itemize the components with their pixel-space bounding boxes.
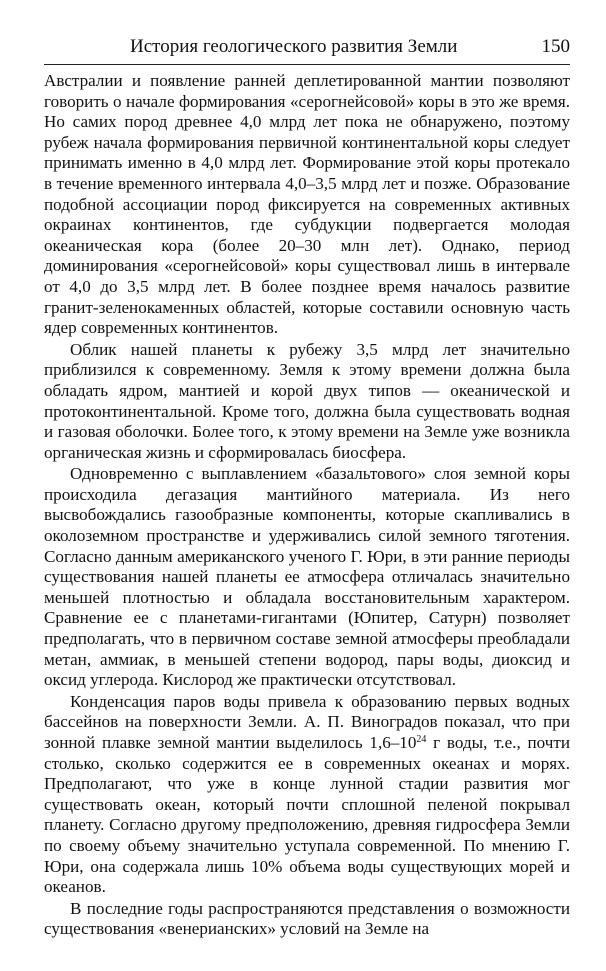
page-number: 150 [541,36,570,57]
paragraph-venusian-conditions: В последние годы распространяются представления о возможности существования «венерианских» условий на Земле на [44,898,570,939]
paragraph-water-condensation [44,692,570,898]
paragraph-degassing: Одновременно с выплавлением «базальтового» слоя земной коры происходила дегазация мантийного материала. Из него высвобождались газообразные компоненты, которые скапливались в околоземном пространстве и удерживались силой земного тяготения. Согласно данным американского ученого Г. Юри, в эти ранние периоды существования нашей планеты ее атмосфера отличалась значительно меньшей плотностью и обладала восстановительным характером. Сравнение ее с планетами-гигантами (Юпитер, Сатурн) позволяет предполагать, что в первичном составе земной атмосферы преобладали метан, аммиак, в меньшей степени водород, пары воды, диоксид и оксид углерода. Кислород же практически отсутствовал. [44,464,570,690]
running-title: История геологического развития Земли [130,36,458,57]
body-text [44,71,570,940]
paragraph-text-end: г воды, т.е., почти столько, сколько содержится ее в современных океанах и морях. Предполагают, что уже в конце лунной стадии развития мог существовать океан, который почти сплошной пеленой покрывал планету. Согласно другому предположению, древняя гидросфера Земли по своему объему значительно уступала современной. По мнению Г. Юри, она содержала лишь 10% объема воды существующих морей и океанов. [44,733,570,897]
paragraph-continuation: Австралии и появление ранней деплетированной мантии позволяют говорить о начале формирования «серогнейсовой» коры в это же время. Но самих пород древнее 4,0 млрд лет пока не обнаружено, поэтому рубеж начала формирования первичной континентальной коры следует принимать именно в 4,0 млрд лет. Формирование этой коры протекало в течение временного интервала 4,0–3,5 млрд лет и позже. Образование подобной ассоциации пород фиксируется на современных активных окраинах континентов, где субдукции подвергается молодая океаническая кора (более 20–30 млн лет). Однако, период доминирования «серогнейсовой» коры существовал лишь в интервале от 4,0 до 3,5 млрд лет. В более позднее время началось развитие гранит-зеленокаменных областей, которые составили основную часть ядер современных континентов. [44,71,570,338]
exponent-superscript: 24 [416,734,427,745]
running-header [44,34,570,65]
paragraph-planet-appearance: Облик нашей планеты к рубежу 3,5 млрд лет значительно приблизился к современному. Земля к этому времени должна была обладать ядром, мантией и корой двух типов — океанической и протоконтинентальной. Кроме того, должна была существовать водная и газовая оболочки. Более того, к этому времени на Земле уже возникла органическая жизнь и сформировалась биосфера. [44,339,570,462]
paragraph-text-start: Конденсация паров воды привела к образованию первых водных бассейнов на поверхности Земли. А. П. Виноградов показал, что при зонной плавке земной мантии выделилось 1,6–10 [44,691,570,752]
book-page [44,34,570,940]
